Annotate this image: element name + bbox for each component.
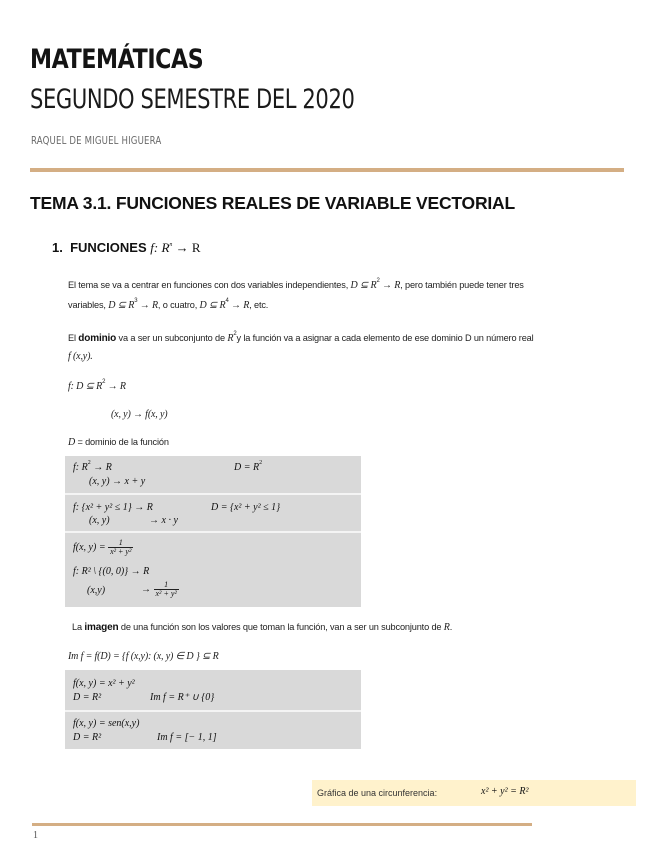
math: f: R [73, 462, 88, 473]
math: D = R [234, 462, 260, 473]
math: R [443, 622, 450, 633]
section-math [150, 240, 200, 255]
text: va a ser un subconjunto de [116, 333, 228, 343]
footer-divider [32, 823, 532, 826]
math: → R [105, 381, 126, 392]
fraction [108, 539, 133, 556]
math: → R [90, 462, 112, 473]
example-line [73, 462, 112, 473]
math: D ⊆ R [199, 300, 226, 311]
example-line: D = R² [73, 692, 102, 703]
text: = dominio de la función [75, 437, 169, 447]
example-domain [234, 462, 262, 473]
example-domain-2 [65, 495, 361, 531]
example-line: f: {x² + y² ≤ 1} → R [73, 502, 153, 513]
math-sup: n [169, 242, 173, 248]
math-sup: 2 [376, 278, 380, 284]
text: variables, [68, 300, 109, 310]
mapping-line1 [68, 381, 126, 392]
text: y la función va a asignar a cada elemento de ese dominio D un número real [236, 333, 534, 343]
paragraph-intro-line1 [68, 280, 524, 291]
document-title: MATEMÁTICAS [30, 44, 204, 75]
page-number: 1 [33, 830, 38, 841]
denominator: x² + y² [155, 589, 177, 598]
paragraph-domain-line1 [68, 333, 534, 344]
numerator: 1 [108, 539, 133, 548]
topic-heading: TEMA 3.1. FUNCIONES REALES DE VARIABLE VECTORIAL [30, 193, 515, 213]
math: f (x,y). [68, 351, 93, 362]
math-sup: 2 [102, 379, 106, 385]
paragraph-image [72, 622, 452, 633]
paragraph-intro-line2 [68, 300, 268, 311]
text: , o cuatro, [157, 300, 200, 310]
math-sup: 4 [225, 298, 229, 304]
math-sup: 2 [233, 331, 237, 337]
example-domain-1 [65, 456, 361, 493]
example-line: (x, y) → x + y [89, 476, 146, 487]
example-line: f(x, y) = x² + y² [73, 678, 135, 689]
numerator: 1 [154, 581, 179, 590]
text: La [72, 622, 85, 632]
text: de una función son los valores que toman la función, van a ser un subconjunto de [118, 622, 444, 632]
math-sup: 3 [134, 298, 138, 304]
math: D ⊆ R [350, 280, 377, 291]
text: , etc. [249, 300, 269, 310]
mapping-line2 [111, 409, 167, 420]
math-sup: 2 [259, 460, 263, 466]
example-line: → x · y [149, 515, 178, 526]
example-line [141, 581, 179, 598]
section-heading-1 [52, 240, 201, 256]
math: → [141, 583, 154, 595]
math: Im f = f(D) = {f (x,y): (x, y) ∈ D } ⊆ R [68, 651, 219, 662]
math: → R [137, 300, 158, 311]
example-line: D = R² [73, 732, 102, 743]
note-equation: x² + y² = R² [481, 786, 529, 797]
example-line: (x,y) [87, 585, 106, 596]
section-number: 1. [52, 240, 63, 255]
example-line: (x, y) [89, 515, 110, 526]
section-label: FUNCIONES [70, 240, 147, 255]
example-image-set: Im f = [− 1, 1] [157, 732, 217, 743]
note-label: Gráfica de una circunferencia: [317, 788, 438, 798]
example-domain-3 [65, 533, 361, 607]
math: → R [379, 280, 401, 291]
math-sup: 2 [87, 460, 91, 466]
bold-term-imagen: imagen [84, 622, 119, 633]
document-subtitle: SEGUNDO SEMESTRE DEL 2020 [30, 84, 355, 115]
text: El [68, 333, 79, 343]
text: El tema se va a centrar en funciones con dos variables independientes, [68, 280, 351, 290]
example-line: f(x, y) = sen(x,y) [73, 718, 140, 729]
header-divider [30, 168, 624, 172]
math: (x, y) → f(x, y) [111, 409, 168, 420]
text: . [449, 622, 453, 632]
text: , pero también puede tener tres [400, 280, 524, 290]
math-part: → R [172, 240, 201, 255]
paragraph-domain-line2 [68, 351, 93, 362]
example-domain: D = {x² + y² ≤ 1} [211, 502, 281, 513]
bold-term-dominio: dominio [78, 333, 117, 344]
math: f: D ⊆ R [68, 381, 103, 392]
domain-definition [68, 437, 169, 448]
math: → R [228, 300, 250, 311]
example-line [73, 539, 133, 556]
math: f(x, y) = [73, 541, 109, 553]
example-image-set: Im f = R⁺ ∪ {0} [150, 692, 215, 703]
math: D [68, 437, 76, 448]
image-definition [68, 651, 219, 662]
math: D ⊆ R [108, 300, 135, 311]
example-line: f: R² \ {(0, 0)} → R [73, 566, 150, 577]
example-image-2 [65, 712, 361, 749]
author-name: RAQUEL DE MIGUEL HIGUERA [31, 134, 162, 147]
denominator: x² + y² [110, 547, 132, 556]
math: R [227, 333, 234, 344]
example-image-1 [65, 670, 361, 710]
math-part: f: R [150, 240, 170, 255]
fraction [154, 581, 179, 598]
